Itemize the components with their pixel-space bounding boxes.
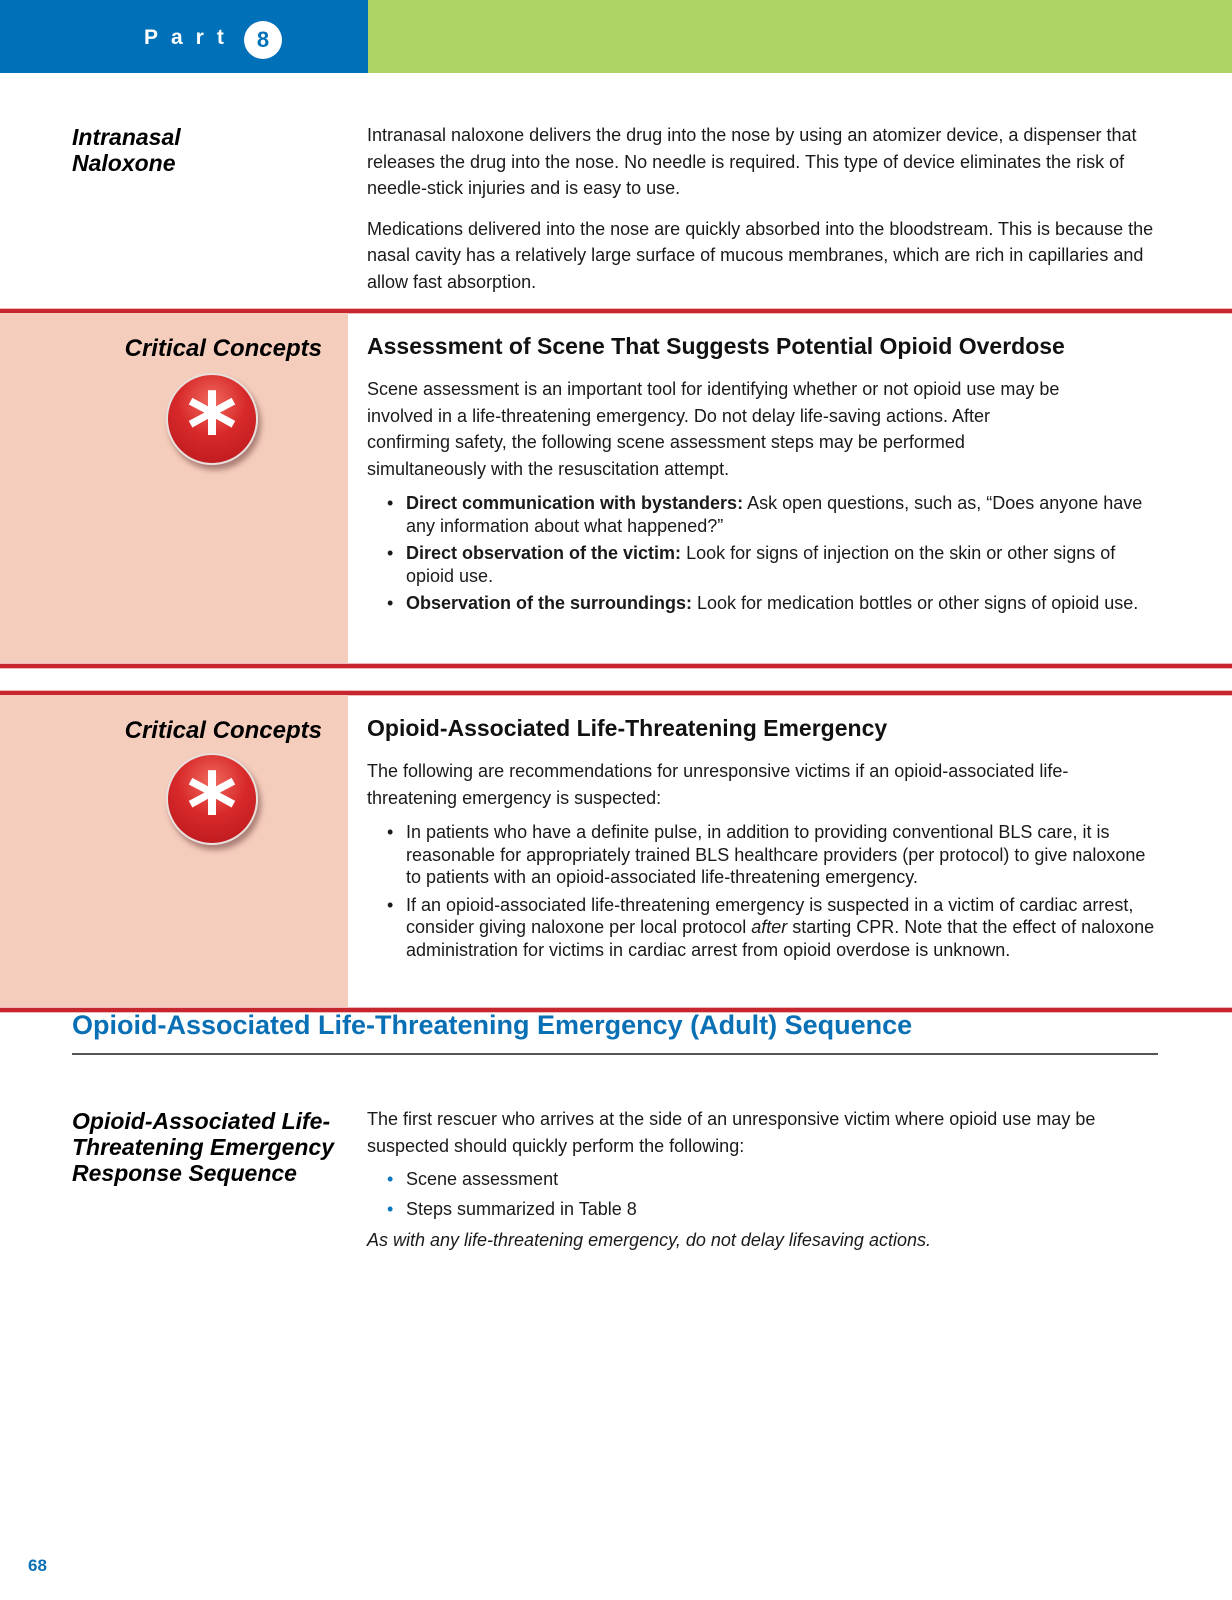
bullet-lead: Observation of the surroundings:	[406, 593, 693, 613]
asterisk-alert-icon: *	[166, 373, 258, 465]
critical-concepts-content	[367, 715, 1157, 966]
list-item	[387, 492, 1157, 537]
bullet-text: Ask open questions, such as, “Does anyone have any information about what happened?”	[406, 493, 1143, 536]
sequence-body	[367, 1106, 1157, 1268]
bullet-text: Look for medication bottles or other signs of opioid use.	[692, 593, 1139, 613]
critical-concepts-box	[0, 313, 1232, 666]
intranasal-body	[367, 122, 1157, 309]
part-header-band	[0, 0, 1232, 73]
part-label: Part	[144, 26, 237, 49]
critical-concepts-sidebar	[0, 313, 348, 666]
section-rule	[72, 1053, 1158, 1055]
list-item	[387, 894, 1157, 962]
critical-concepts-label: Critical Concepts	[124, 335, 322, 362]
critical-concepts-box	[0, 695, 1232, 1009]
list-item	[387, 592, 1157, 615]
critical-concepts-content	[367, 333, 1157, 620]
part-number-badge: 8	[244, 21, 282, 59]
header-green-block	[368, 0, 1232, 73]
bullet-list	[387, 1167, 1157, 1221]
list-item: • Steps summarized in Table 8	[387, 1197, 1157, 1221]
bullet-text: If an opioid-associated life-threatening emergency is suspected in a victim of cardiac arrest, consider giving naloxone per local protocol	[406, 894, 1134, 937]
list-item	[387, 821, 1157, 889]
box-intro: Scene assessment is an important tool for identifying whether or not opioid use may be involved in a life-threatening emergency. Do not delay life-saving actions. After confirming safety, the following scene assessment steps may be performed simultaneously with the resuscitation attempt.	[367, 379, 1060, 479]
paragraph: Intranasal naloxone delivers the drug into the nose by using an atomizer device, a dispenser that releases the drug into the nose. No needle is required. This type of device eliminates the risk of needle-stick injuries and is easy to use.	[367, 125, 1137, 198]
box-intro: The following are recommendations for unresponsive victims if an opioid-associated life-threatening emergency is suspected:	[367, 761, 1069, 808]
section-title: Opioid-Associated Life-Threatening Emergency (Adult) Sequence	[72, 1010, 913, 1040]
bullet-lead: Direct communication with bystanders:	[406, 493, 744, 513]
side-heading-intranasal: Intranasal Naloxone	[72, 124, 181, 176]
paragraph: The first rescuer who arrives at the side of an unresponsive victim where opioid use may be suspected should quickly perform the following:	[367, 1109, 1096, 1156]
side-heading-response-sequence: Opioid-Associated Life-Threatening Emergency Response Sequence	[72, 1108, 335, 1186]
note: As with any life-threatening emergency, do not delay lifesaving actions.	[367, 1230, 931, 1250]
bullet-list	[387, 492, 1157, 615]
bullet-lead: Direct observation of the victim:	[406, 543, 682, 563]
box-title: Opioid-Associated Life-Threatening Emergency	[367, 715, 888, 741]
paragraph: Medications delivered into the nose are quickly absorbed into the bloodstream. This is because the nasal cavity has a relatively large surface of mucous membranes, which are rich in capillaries and allow fast absorption.	[367, 218, 1154, 292]
bullet-text: Look for signs of injection on the skin or other signs of opioid use.	[406, 543, 1116, 586]
bullet-text: In patients who have a definite pulse, in addition to providing conventional BLS care, it is reasonable for appropriately trained BLS healthcare providers (per protocol) to give naloxone to patients with an opioid-associated life-threatening emergency.	[406, 822, 1146, 887]
asterisk-alert-icon: *	[166, 753, 258, 845]
bullet-text: starting CPR. Note that the effect of naloxone administration for victims in cardiac arrest from opioid overdose is unknown.	[406, 917, 1155, 960]
critical-concepts-label: Critical Concepts	[124, 717, 322, 744]
list-item: • Scene assessment	[387, 1167, 1157, 1191]
page-number: 68	[28, 1556, 47, 1575]
bullet-emphasis: after	[751, 917, 788, 937]
bullet-list	[387, 821, 1157, 961]
box-title: Assessment of Scene That Suggests Potential Opioid Overdose	[367, 333, 1065, 359]
list-item	[387, 542, 1157, 587]
red-divider	[0, 664, 1232, 668]
